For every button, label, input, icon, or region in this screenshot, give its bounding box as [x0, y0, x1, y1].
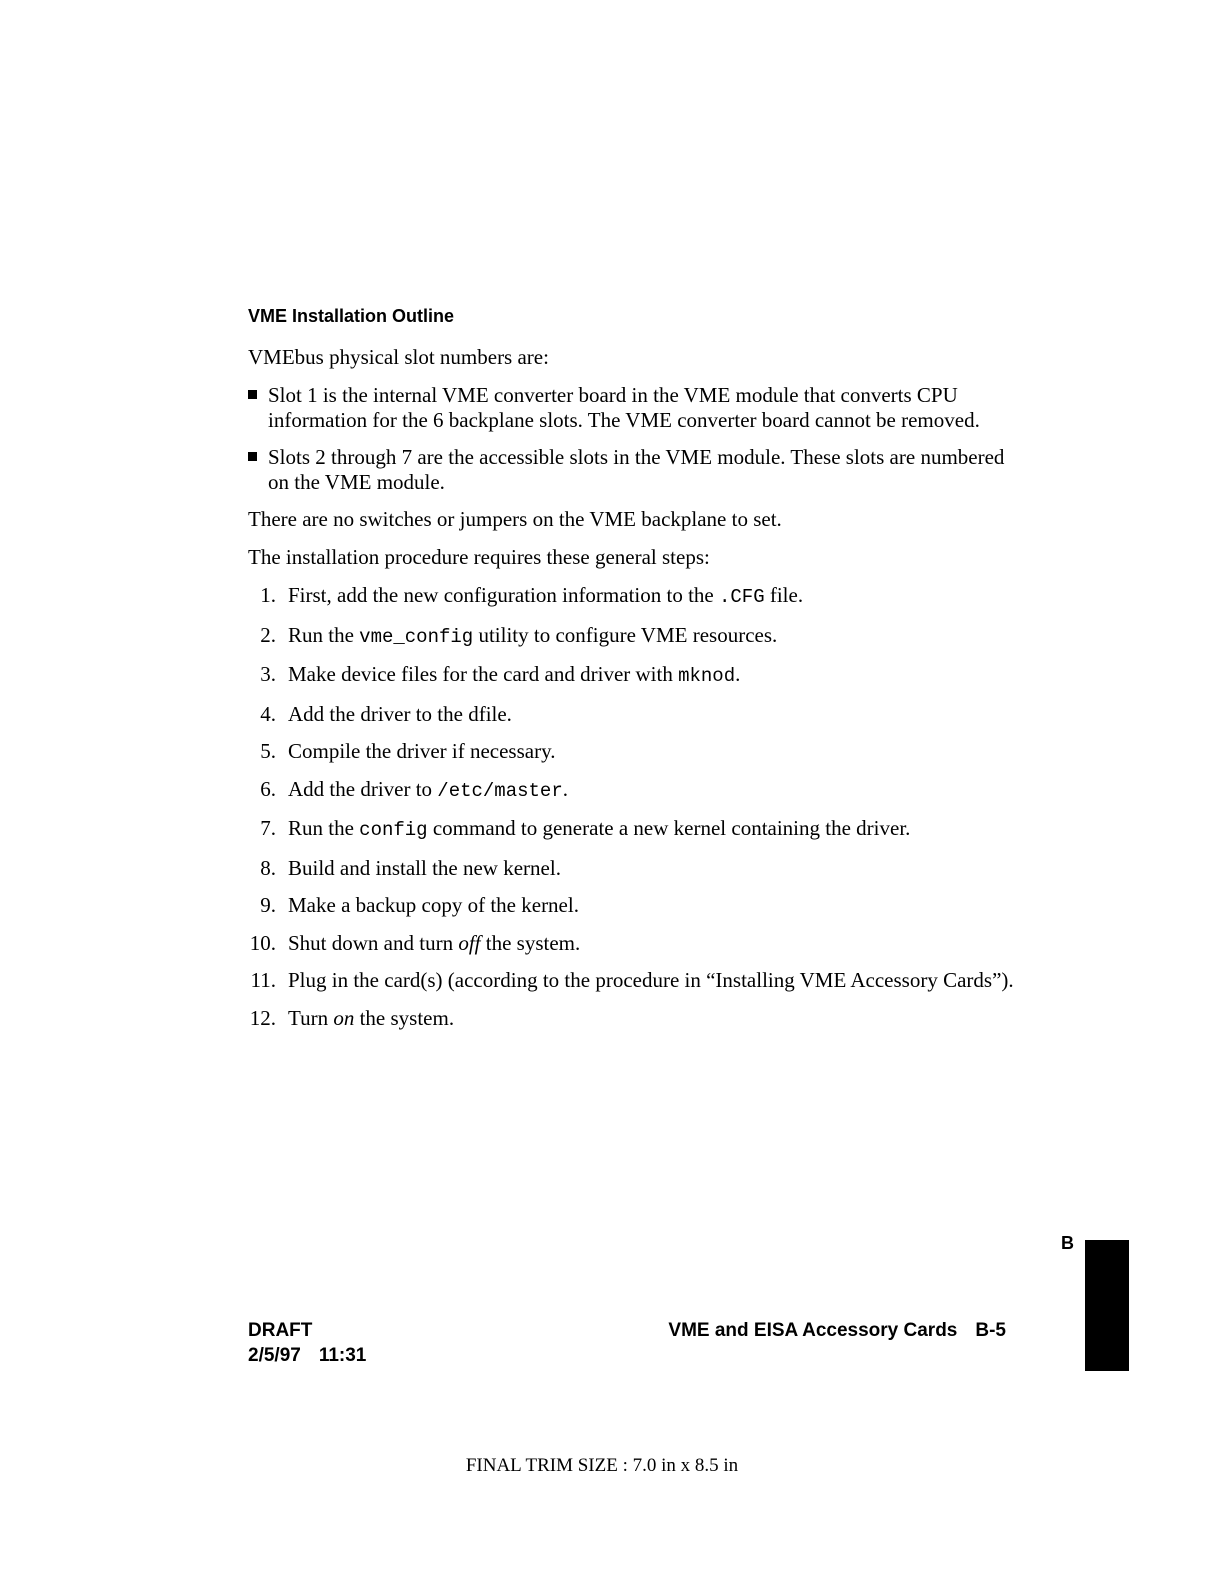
appendix-tab-letter: B [1061, 1233, 1074, 1253]
step-code: config [359, 819, 428, 841]
step-item-11 [248, 968, 1018, 993]
step-text: . [735, 662, 741, 686]
step-text: utility to configure VME resources. [473, 622, 778, 647]
step-item-12 [248, 1006, 1018, 1031]
draft-date: 2/5/97 [248, 1345, 301, 1366]
step-code: /etc/master [437, 779, 563, 802]
footer-draft-block [248, 1318, 366, 1368]
step-code: .CFG [719, 586, 765, 608]
bullet-item-1 [248, 383, 1018, 433]
step-item-7 [248, 816, 1018, 843]
step-number: 9. [260, 893, 276, 917]
step-number: 5. [260, 739, 276, 763]
step-text: the system. [354, 1005, 455, 1030]
step-text: Shut down and turn [288, 930, 459, 955]
section-title: VME Installation Outline [248, 306, 455, 326]
step-text: file. [764, 583, 804, 607]
step-item-5 [248, 739, 1018, 764]
appendix-tab-bar [1085, 1240, 1129, 1371]
bullet-text: Slot 1 is the internal VME converter board in the VME module that converts CPU information for the 6 backplane slots. The VME converter board cannot be removed. [268, 383, 980, 432]
page-number: B-5 [975, 1320, 1006, 1341]
intro-paragraph: VMEbus physical slot numbers are: [248, 345, 549, 369]
step-text: command to generate a new kernel containing the driver. [427, 816, 911, 840]
step-number: 11. [250, 968, 276, 992]
step-item-8 [248, 856, 1018, 881]
steps-list [248, 583, 1018, 1031]
draft-time: 11:31 [318, 1345, 367, 1366]
step-item-9 [248, 893, 1018, 918]
step-text: the system. [480, 930, 581, 955]
step-text: Make device files for the card and driver with [288, 662, 679, 686]
step-number: 4. [260, 701, 276, 726]
step-code: vme_config [359, 625, 474, 648]
footer-running-head [668, 1318, 1006, 1343]
step-item-2 [248, 623, 1018, 650]
step-item-3 [248, 662, 1018, 689]
step-number: 1. [260, 583, 276, 607]
step-number: 6. [260, 776, 276, 801]
draft-timestamp [248, 1343, 366, 1368]
step-emphasis: off [458, 930, 481, 955]
step-item-10 [248, 931, 1018, 956]
switches-paragraph: There are no switches or jumpers on the VME backplane to set. [248, 507, 782, 531]
step-text: Plug in the card(s) (according to the procedure in “Installing VME Accessory Cards”). [288, 968, 1014, 992]
step-text: Turn [288, 1005, 334, 1030]
square-bullet-icon [248, 390, 257, 399]
bullet-text: Slots 2 through 7 are the accessible slots in the VME module. These slots are numbered on the VME module. [268, 445, 1005, 494]
step-number: 8. [260, 855, 276, 880]
step-text: Add the driver to [288, 776, 438, 801]
trim-size-note: FINAL TRIM SIZE : 7.0 in x 8.5 in [465, 1455, 739, 1476]
main-content [248, 300, 1018, 1043]
step-number: 12. [249, 1005, 276, 1030]
steps-intro-paragraph: The installation procedure requires these general steps: [248, 545, 710, 569]
step-text: Run the [288, 816, 360, 840]
square-bullet-icon [248, 452, 257, 461]
step-number: 3. [260, 662, 276, 686]
step-item-1 [248, 583, 1018, 610]
step-text: Compile the driver if necessary. [288, 739, 556, 763]
step-code: mknod [678, 665, 736, 687]
step-item-4 [248, 702, 1018, 727]
chapter-title: VME and EISA Accessory Cards [668, 1320, 958, 1341]
bullet-item-2 [248, 445, 1018, 495]
step-text: . [562, 776, 568, 801]
step-number: 7. [260, 816, 276, 840]
step-text: Run the [288, 622, 360, 647]
step-emphasis: on [333, 1005, 355, 1030]
step-text: Build and install the new kernel. [288, 855, 561, 880]
step-number: 2. [260, 622, 276, 647]
step-text: Make a backup copy of the kernel. [288, 893, 579, 917]
step-text: Add the driver to the dfile. [288, 701, 512, 726]
step-item-6 [248, 777, 1018, 804]
draft-label: DRAFT [248, 1320, 313, 1341]
step-number: 10. [249, 930, 276, 955]
step-text: First, add the new configuration information to the [288, 583, 719, 607]
